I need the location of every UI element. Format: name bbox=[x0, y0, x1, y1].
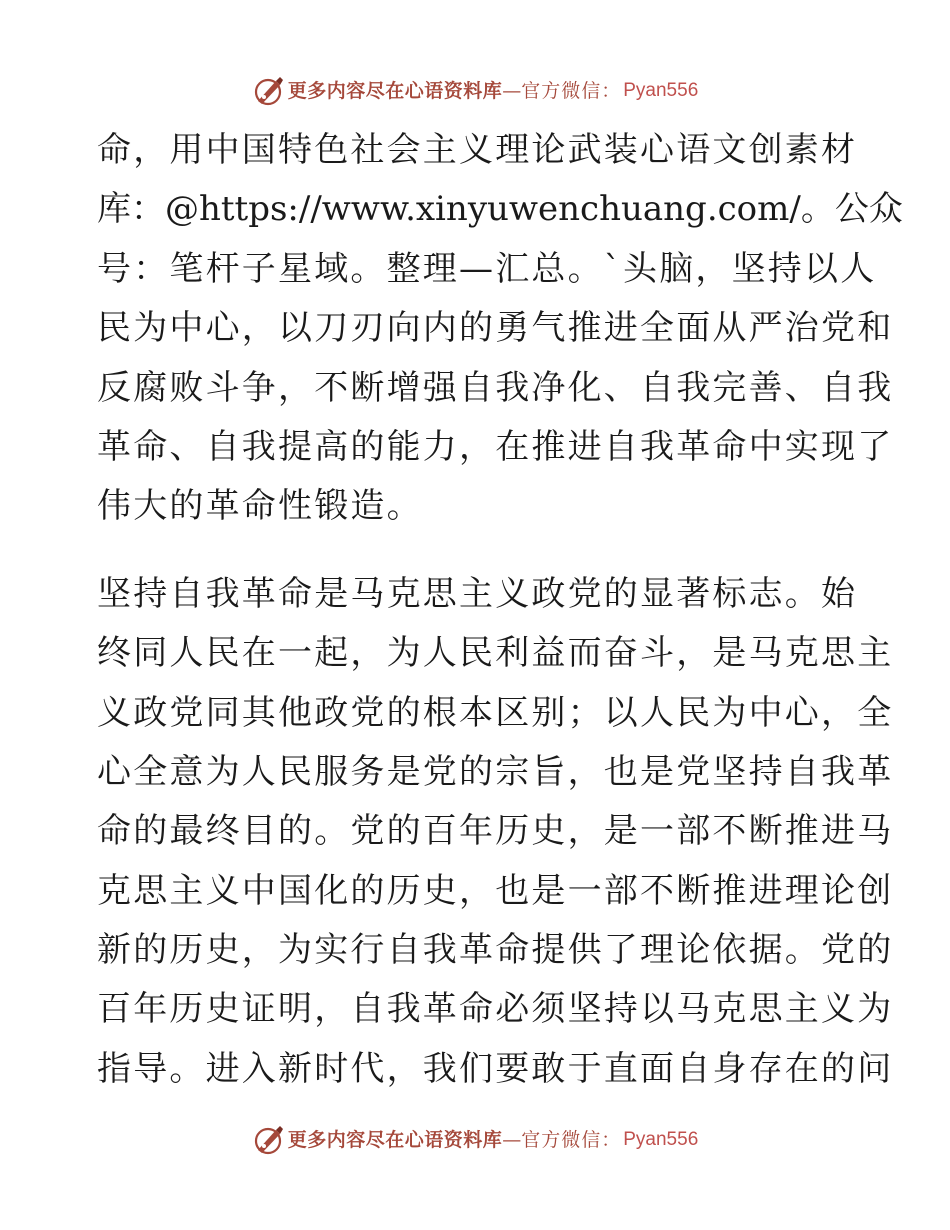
paragraph-2-line: 坚持自我革命是马克思主义政党的显著标志。始 bbox=[97, 573, 858, 614]
paragraph-1-line: 命，用中国特色社会主义理论武装心语文创素材 bbox=[97, 130, 858, 170]
header-wechat-id: Pyan556 bbox=[623, 80, 699, 101]
footer-wechat-id: Pyan556 bbox=[623, 1129, 699, 1150]
paragraph-2-line: 百年历史证明，自我革命必须坚持以马克思主义为 bbox=[97, 989, 894, 1030]
paragraph-2-line: 命的最终目的。党的百年历史，是一部不断推进马 bbox=[97, 811, 894, 852]
footer-separator: — bbox=[502, 1129, 522, 1151]
pen-logo-icon bbox=[252, 1124, 284, 1156]
footer-watermark bbox=[0, 1120, 950, 1160]
paragraph-1-line: 革命、自我提高的能力，在推进自我革命中实现了 bbox=[97, 426, 894, 467]
header-site-text: 更多内容尽在心语资料库 bbox=[287, 80, 503, 102]
paragraph-1 bbox=[97, 121, 903, 537]
paragraph-1-line: 库：@https://www.xinyuwenchuang.com/。公众 bbox=[97, 189, 903, 230]
pen-logo-icon bbox=[252, 75, 284, 107]
paragraph-1-line: 伟大的革命性锻造。 bbox=[97, 486, 423, 527]
paragraph-1-line: 反腐败斗争，不断增强自我净化、自我完善、自我 bbox=[97, 367, 894, 408]
paragraph-2-line: 克思主义中国化的历史，也是一部不断推进理论创 bbox=[97, 870, 894, 911]
document-body bbox=[97, 121, 903, 1099]
paragraph-2-line: 终同人民在一起，为人民利益而奋斗，是马克思主 bbox=[97, 633, 894, 674]
paragraph-2-line: 心全意为人民服务是党的宗旨，也是党坚持自我革 bbox=[97, 751, 894, 792]
paragraph-2 bbox=[97, 565, 894, 1100]
paragraph-2-line: 指导。进入新时代，我们要敢于直面自身存在的问 bbox=[97, 1048, 894, 1089]
paragraph-1-line: 号：笔杆子星域。整理—汇总。`头脑，坚持以人 bbox=[97, 248, 877, 289]
paragraph-2-line: 义政党同其他政党的根本区别；以人民为中心，全 bbox=[97, 692, 894, 733]
footer-site-text: 更多内容尽在心语资料库 bbox=[287, 1129, 503, 1151]
footer-wechat-label: 官方微信： bbox=[521, 1129, 622, 1151]
paragraph-1-line: 民为中心，以刀刃向内的勇气推进全面从严治党和 bbox=[97, 308, 894, 349]
paragraph-2-line: 新的历史，为实行自我革命提供了理论依据。党的 bbox=[97, 930, 894, 971]
header-watermark bbox=[0, 71, 950, 111]
header-wechat-label: 官方微信： bbox=[521, 80, 622, 102]
header-separator: — bbox=[502, 80, 522, 102]
